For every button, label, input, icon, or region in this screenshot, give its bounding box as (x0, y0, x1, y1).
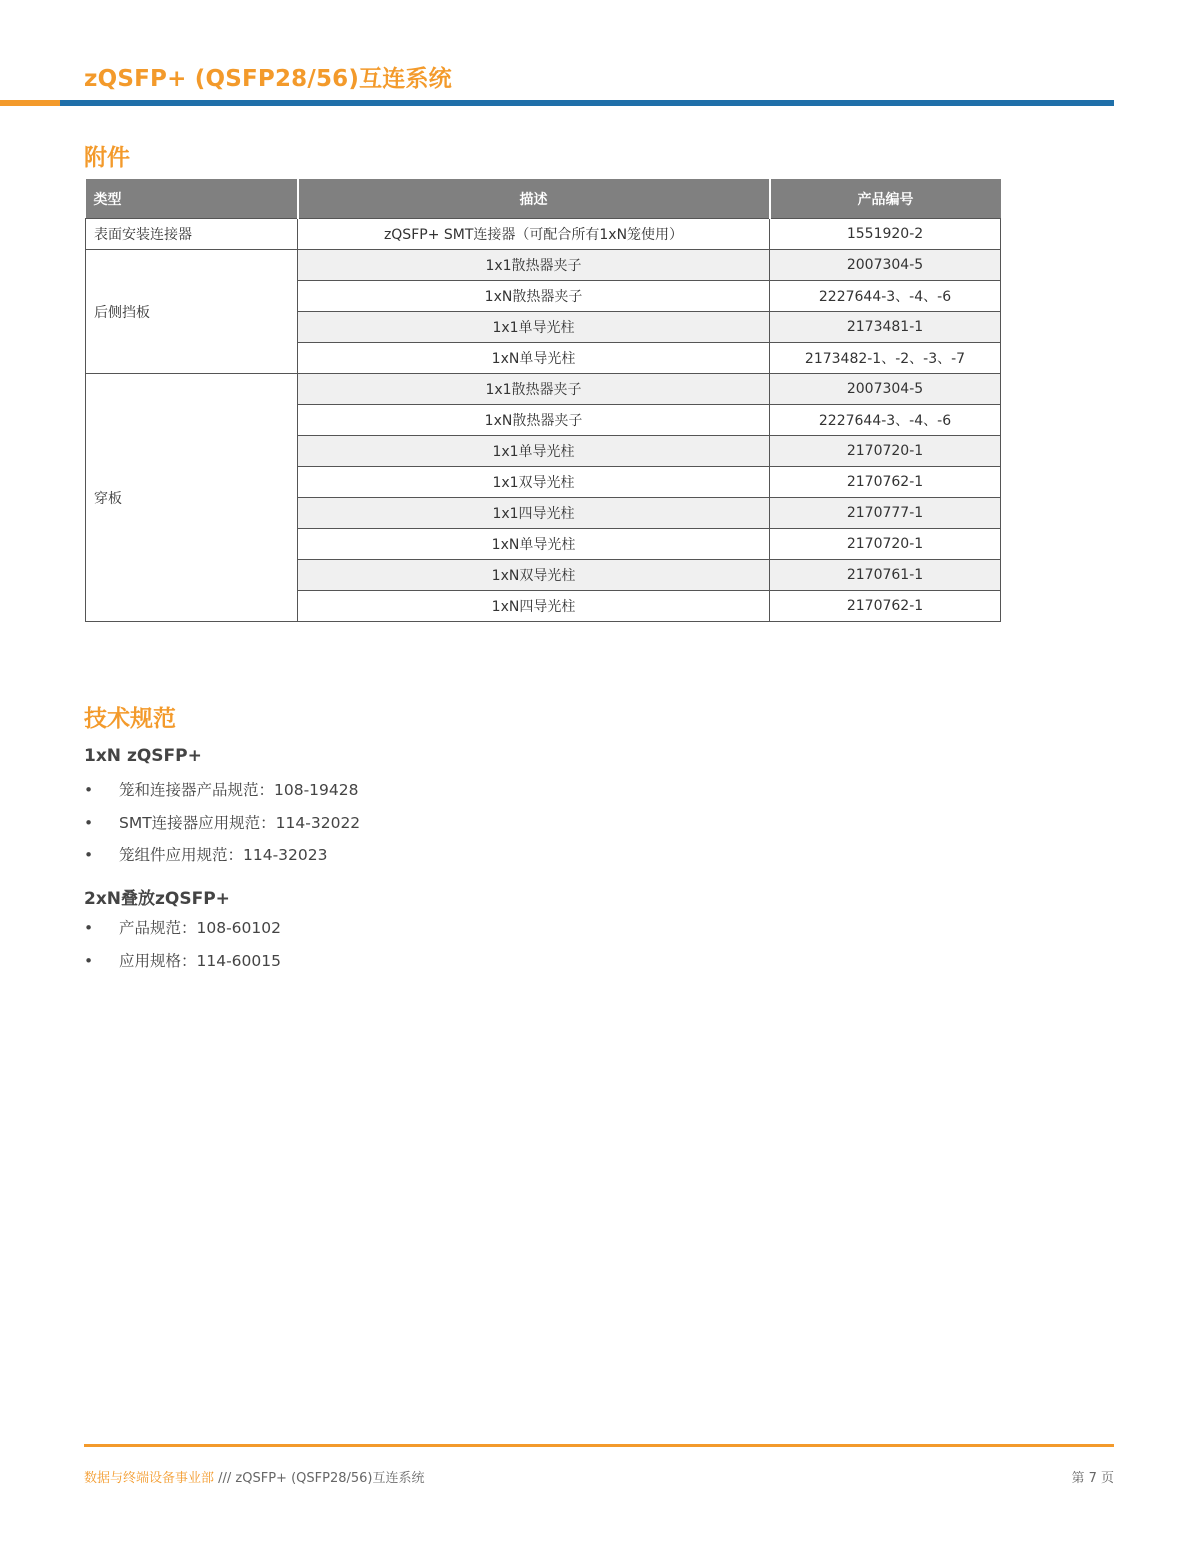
description-cell: 1xN单导光柱 (298, 343, 770, 374)
description-cell: 1x1四导光柱 (298, 498, 770, 529)
list-item (84, 951, 281, 984)
description-cell: 1x1散热器夹子 (298, 250, 770, 281)
list-item (84, 780, 360, 813)
part-number-cell: 2227644-3、-4、-6 (770, 405, 1001, 436)
spec-item-text: 应用规格：114-60015 (119, 951, 281, 970)
table-row (86, 250, 1001, 281)
header-bar-blue (60, 100, 1114, 106)
description-cell: 1xN散热器夹子 (298, 405, 770, 436)
col-header-part-number: 产品编号 (770, 179, 1001, 219)
type-cell: 后侧挡板 (86, 250, 298, 374)
footer-brand: 数据与终端设备事业部 (84, 1471, 215, 1486)
spec-list (84, 918, 281, 983)
part-number-cell: 2007304-5 (770, 250, 1001, 281)
accessories-title: 附件 (84, 145, 130, 171)
page-number: 第 7 页 (1071, 1471, 1114, 1486)
spec-group-heading: 2xN叠放zQSFP+ (84, 889, 230, 909)
spec-list (84, 780, 360, 878)
table-row (86, 374, 1001, 405)
footer-divider (84, 1444, 1114, 1447)
bullet-icon: • (84, 781, 94, 799)
spec-item-text: SMT连接器应用规范：114-32022 (119, 813, 361, 832)
accessories-table (85, 179, 1001, 622)
description-cell: 1x1双导光柱 (298, 467, 770, 498)
description-cell: zQSFP+ SMT连接器（可配合所有1xN笼使用） (298, 219, 770, 250)
part-number-cell: 2170720-1 (770, 436, 1001, 467)
document-title: zQSFP+ (QSFP28/56)互连系统 (84, 66, 452, 92)
spec-group-heading: 1xN zQSFP+ (84, 746, 202, 766)
description-cell: 1x1单导光柱 (298, 312, 770, 343)
part-number-cell: 2173481-1 (770, 312, 1001, 343)
list-item (84, 845, 360, 878)
part-number-cell: 2170762-1 (770, 467, 1001, 498)
description-cell: 1xN四导光柱 (298, 591, 770, 622)
part-number-cell: 2170777-1 (770, 498, 1001, 529)
footer-doc-title: zQSFP+ (QSFP28/56)互连系统 (235, 1471, 425, 1486)
footer-separator: /// (214, 1471, 236, 1486)
list-item (84, 918, 281, 951)
table-row (86, 219, 1001, 250)
description-cell: 1xN单导光柱 (298, 529, 770, 560)
part-number-cell: 2170761-1 (770, 560, 1001, 591)
type-cell: 表面安装连接器 (86, 219, 298, 250)
bullet-icon: • (84, 846, 94, 864)
description-cell: 1x1散热器夹子 (298, 374, 770, 405)
specs-title: 技术规范 (84, 706, 176, 732)
part-number-cell: 2173482-1、-2、-3、-7 (770, 343, 1001, 374)
col-header-type: 类型 (86, 179, 298, 219)
type-cell: 穿板 (86, 374, 298, 622)
part-number-cell: 1551920-2 (770, 219, 1001, 250)
bullet-icon: • (84, 813, 94, 832)
col-header-description: 描述 (298, 179, 770, 219)
part-number-cell: 2227644-3、-4、-6 (770, 281, 1001, 312)
part-number-cell: 2170720-1 (770, 529, 1001, 560)
part-number-cell: 2007304-5 (770, 374, 1001, 405)
header-bar-orange (0, 100, 60, 106)
bullet-icon: • (84, 951, 94, 970)
list-item (84, 813, 360, 846)
bullet-icon: • (84, 919, 94, 937)
spec-item-text: 笼和连接器产品规范：108-19428 (119, 781, 359, 799)
description-cell: 1x1单导光柱 (298, 436, 770, 467)
part-number-cell: 2170762-1 (770, 591, 1001, 622)
footer-left (84, 1467, 424, 1486)
description-cell: 1xN双导光柱 (298, 560, 770, 591)
table-header-row (86, 179, 1001, 219)
description-cell: 1xN散热器夹子 (298, 281, 770, 312)
spec-item-text: 产品规范：108-60102 (119, 919, 281, 937)
spec-item-text: 笼组件应用规范：114-32023 (119, 846, 328, 864)
